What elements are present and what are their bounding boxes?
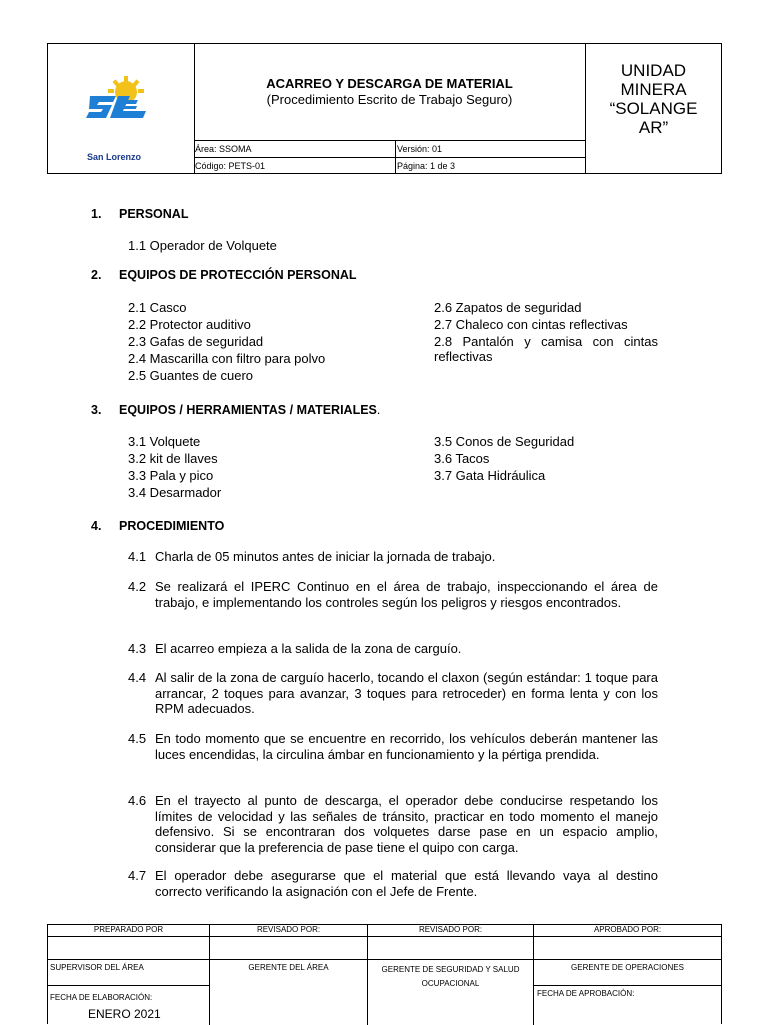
list-item: reflectivas: [434, 349, 493, 364]
unit-line: AR”: [638, 118, 669, 137]
step-text: En el trayecto al punto de descarga, el operador debe conducirse respetando los límites de velocidad y las señales de tránsito, practicar en todo momento el manejo defensivo. Si se encontraran dos volquetes darse pase en un espacio amplio, considerar que la preferencia de pase tiene el quipo con carga.: [155, 793, 658, 855]
step-text: El operador debe asegurarse que el material que está llevando vaya al destino correcto verificando la asignación con el Jefe de Frente.: [155, 868, 658, 899]
section-heading: [91, 519, 224, 533]
step-text: Se realizará el IPERC Continuo en el área de trabajo, inspeccionando el área de trabajo, e implementando los controles según los peligros y riesgos encontrados.: [155, 579, 658, 610]
section-heading: [91, 207, 188, 221]
company-name: San Lorenzo: [87, 152, 142, 162]
procedure-step: [128, 793, 658, 855]
section-title: EQUIPOS / HERRAMIENTAS / MATERIALES: [119, 403, 377, 417]
step-number: 4.2: [128, 579, 147, 594]
unit-line: UNIDAD: [620, 61, 687, 80]
step-number: 4.6: [128, 793, 147, 808]
approval-date-label: FECHA DE APROBACIÓN:: [537, 989, 635, 998]
step-number: 4.3: [128, 641, 147, 656]
role-line: OCUPACIONAL: [421, 979, 480, 988]
equipos-left-list: [128, 433, 221, 501]
equipos-right-list: [434, 433, 574, 484]
epp-left-list: [128, 299, 325, 384]
elaboration-date-label: FECHA DE ELABORACIÓN:: [50, 993, 153, 1002]
list-item: 1.1 Operador de Volquete: [128, 238, 277, 253]
document-subtitle: (Procedimiento Escrito de Trabajo Seguro): [266, 92, 513, 107]
col-header-reviewed: REVISADO POR:: [418, 925, 483, 934]
section-title: EQUIPOS DE PROTECCIÓN PERSONAL: [119, 268, 357, 282]
list-item: 2.5 Guantes de cuero: [128, 368, 254, 383]
role-line: GERENTE DE SEGURIDAD Y SALUD: [381, 965, 520, 974]
step-text: El acarreo empieza a la salida de la zona de carguío.: [155, 641, 462, 656]
col-header-approved: APROBADO POR:: [593, 925, 662, 934]
procedure-step: [128, 549, 658, 565]
step-number: 4.7: [128, 868, 147, 883]
procedure-step: [128, 731, 658, 762]
list-item: 2.3 Gafas de seguridad: [128, 334, 264, 349]
section-number: 4.: [91, 519, 102, 533]
signature-table: [47, 924, 722, 1024]
divider: [48, 985, 209, 986]
list-item: 2.6 Zapatos de seguridad: [434, 300, 582, 315]
header-row-code: [194, 158, 585, 174]
document-header: [47, 43, 722, 174]
section-number: 1.: [91, 207, 102, 221]
list-item: 3.2 kit de llaves: [128, 451, 218, 466]
list-item: 3.5 Conos de Seguridad: [434, 434, 575, 449]
section-suffix: .: [376, 403, 381, 417]
procedure-step: [128, 868, 658, 899]
section-number: 2.: [91, 268, 102, 282]
role-safety-manager: [368, 963, 533, 991]
header-row-area: [194, 141, 585, 158]
epp-right-list: [434, 299, 658, 365]
list-item: 2.7 Chaleco con cintas reflectivas: [434, 317, 628, 332]
section-heading: [91, 403, 380, 417]
divider: [533, 985, 721, 986]
procedure-step: [128, 579, 658, 610]
section-number: 3.: [91, 403, 102, 417]
col-header-prepared: PREPARADO POR: [93, 925, 164, 934]
elaboration-date-value: ENERO 2021: [88, 1007, 161, 1021]
section-heading: [91, 268, 357, 282]
col-header-reviewed: REVISADO POR:: [256, 925, 321, 934]
procedure-step: [128, 670, 658, 717]
page-field: Página: 1 de 3: [395, 158, 585, 174]
step-number: 4.5: [128, 731, 147, 746]
list-item: 2.1 Casco: [128, 300, 187, 315]
list-item: 3.7 Gata Hidráulica: [434, 468, 546, 483]
list-item: 2.4 Mascarilla con filtro para polvo: [128, 351, 326, 366]
list-item: 3.3 Pala y pico: [128, 468, 214, 483]
logo-cell: [48, 44, 195, 173]
procedure-step: [128, 641, 658, 657]
unit-line: “SOLANGE: [609, 99, 698, 118]
area-field: Área: SSOMA: [195, 144, 252, 154]
divider: [48, 936, 721, 937]
unit-name: [585, 44, 721, 173]
divider: [533, 925, 534, 1025]
san-lorenzo-logo: [86, 74, 158, 136]
role-supervisor: SUPERVISOR DEL ÁREA: [50, 963, 144, 972]
title-block: [194, 44, 585, 141]
step-text: En todo momento que se encuentre en recorrido, los vehículos deberán mantener las luces encendidas, la circulina ámbar en funcionamiento y la pértiga prendida.: [155, 731, 658, 762]
step-text: Charla de 05 minutos antes de iniciar la jornada de trabajo.: [155, 549, 496, 564]
list-item: 2.2 Protector auditivo: [128, 317, 251, 332]
step-number: 4.1: [128, 549, 147, 564]
section-title: PROCEDIMIENTO: [119, 519, 225, 533]
step-number: 4.4: [128, 670, 147, 685]
section-title: PERSONAL: [119, 207, 189, 221]
list-item: 3.1 Volquete: [128, 434, 201, 449]
list-item: 3.4 Desarmador: [128, 485, 222, 500]
version-field: Versión: 01: [395, 141, 585, 157]
list-item: 3.6 Tacos: [434, 451, 490, 466]
document-title: ACARREO Y DESCARGA DE MATERIAL: [266, 76, 513, 91]
header-middle: [194, 44, 585, 173]
code-field: Código: PETS-01: [195, 161, 266, 171]
list-item: 2.8 Pantalón y camisa con cintas: [434, 334, 658, 349]
divider: [48, 959, 721, 960]
unit-line: MINERA: [620, 80, 687, 99]
role-area-manager: GERENTE DEL ÁREA: [248, 963, 329, 972]
divider: [209, 925, 210, 1025]
step-text: Al salir de la zona de carguío hacerlo, tocando el claxon (según estándar: 1 toque para arrancar, 2 toques para avanzar, 3 toques para retroceder) en forma lenta y con los RPM adecuados.: [155, 670, 658, 716]
role-operations-manager: GERENTE DE OPERACIONES: [571, 963, 684, 972]
